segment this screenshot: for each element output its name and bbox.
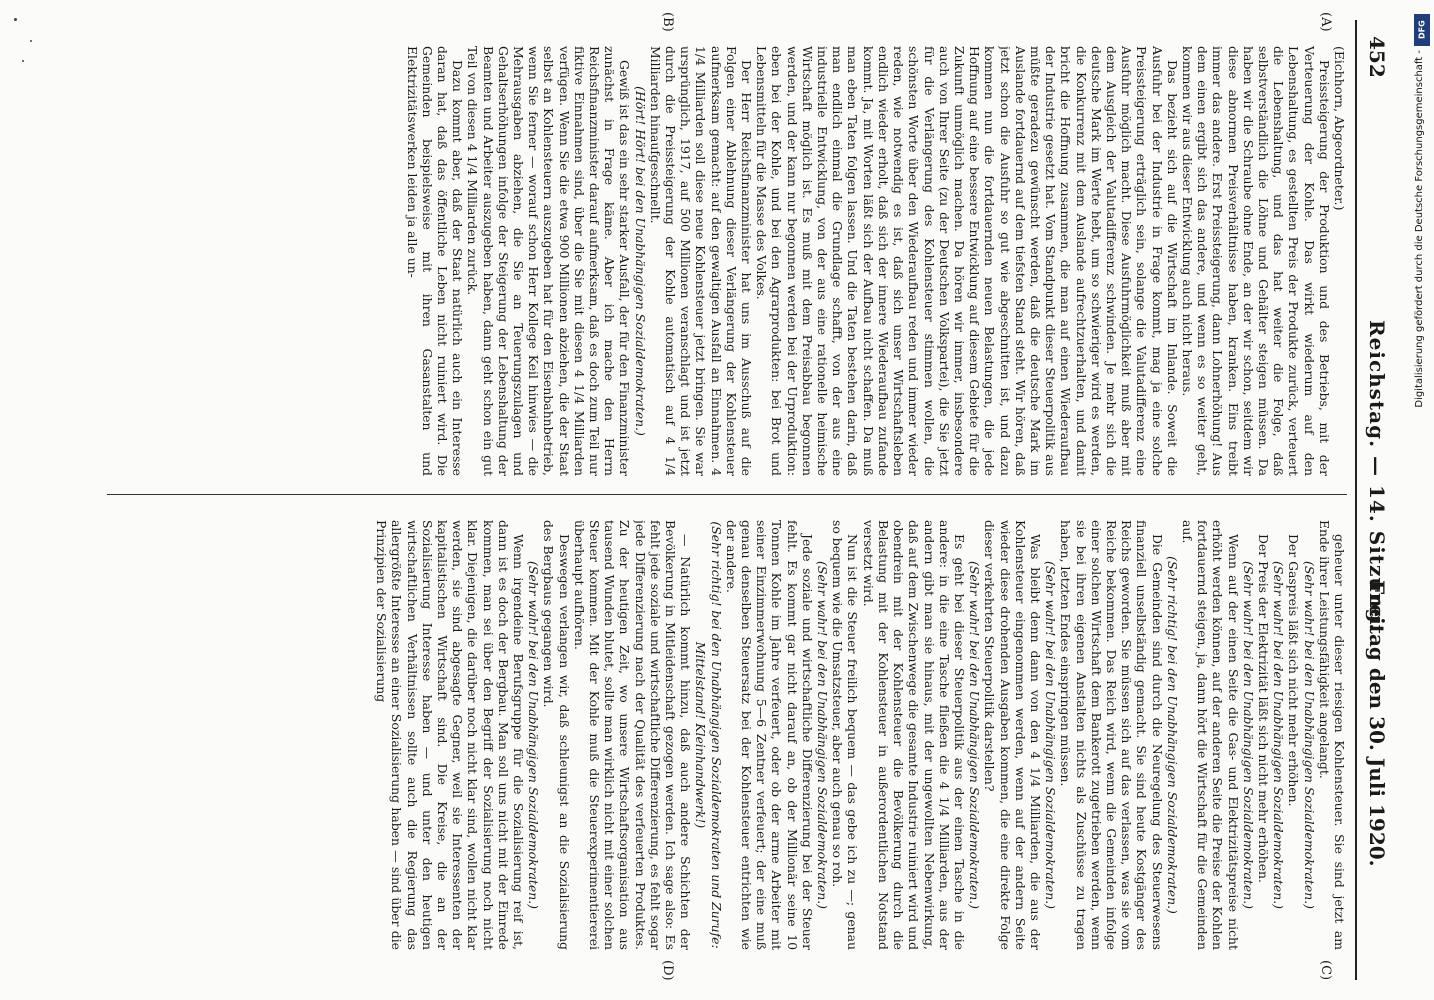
dfg-logo: DFG [1414,14,1430,46]
paragraph: Wenn irgendeine Berufsgruppe für die Sozialisierung reif ist, dann ist es doch der Bergbau. Man soll uns nicht mit der Einrede kommen, man sei über den Begriff der Sozialisierung noch nicht klar. Diejenigen, die darüber noch nicht klar sind, wollen nicht klar werden, sie sind abgesagte Gegner, weil sie Interessenten der kapitalistischen Wirtschaft sind. Die Kreise, die an der Sozialisierung Interesse haben — und unter den heutigen wirtschaftlichen Verhältnissen sollte auch die Regierung das allergrößte Interesse an einer Sozialisierung haben — sind über die Prinzipien der Sozialisierung [374,520,527,950]
header-title-left: Reichstag. — 14. Sitzung. [1365,320,1389,632]
interjection-note: (Sehr wahr! bei den Unabhängigen Sozialdemokraten.) [526,561,542,909]
paragraph: Das bezieht sich auf die Wirtschaft im Inlande. Soweit die Ausfuhr bei der Industrie in Frage kommt, mag ja eine solche Preissteigerung erträglich sein, solange die Valutadifferenz eine Ausfuhr möglich macht. Diese Ausfuhrmöglichkeit muß aber mit dem Ausgleich der Valutadifferenz schwinden. Je mehr sich die deutsche Mark im Werte hebt, um so schwieriger wird es werden, die Konkurrenz mit dem Auslande aufrechtzuerhalten, und damit bricht die Hoffnung zusammen, die man auf einen Wiederaufbau der Industrie gesetzt hat. Vom Standpunkt dieser Steuerpolitik aus müßte geradezu gewünscht werden, daß die deutsche Mark im Auslande fortdauernd auf dem tiefsten Stand steht. Wir hören, daß jetzt schon die Ausfuhr so gut wie abgeschnitten ist, und dazu kommen nun die fortdauernden neuen Belastungen, die jede Hoffnung auf eine bessere Entwicklung auf diesem Gebiete für die Zukunft unmöglich machen. Da hören wir immer, insbesondere auch von Ihrer Seite (zu der Deutschen Volkspartei), die Sie jetzt für die Verlängerung des Kohlensteuer stimmen wollen, die schönsten Worte über den Wiederaufbau reden und immer wieder reden, wie notwendig es ist, daß sich unser Wirtschaftsleben endlich wieder erholt, daß sich der innere Wiederaufbau zufande kommt. Ja, mit Worten läßt sich der Aufbau nicht schaffen. Da muß man eben Taten folgen lassen. Und die Taten bestehen darin, daß man endlich einmal die Grundlage schafft, von der aus eine industrielle Entwicklung, von der aus eine rationelle heimische Wirtschaft möglich ist. Es muß mit dem Preisabbau begonnen werden, und der kann nur begonnen werden bei der Urproduktion: eben bei der Kohle, und bei den Agrarprodukten: bei Brot und Lebensmitteln für die Masse des Volkes. [754,46,1180,476]
paragraph: Wenn auf der einen Seite die Gas- und Elektrizitätspreise nicht erhöht werden können, auf der anderen Seite die Preise der Kohlen fortdauernd steigen, ja, dann hört die Wirtschaft für die Gemeinden auf. [1179,520,1241,950]
paragraph: — Natürlich kommt hinzu, daß auch andere Schichten der Bevölkerung in Mitleidenschaft gezogen werden. Ich sage also: Es fehlt jede soziale und wirtschaftliche Differenzierung, es fehlt sogar jede Differenzierung nach der Qualität des verfeuerten Produktes. Zu der heutigen Zeit, wo unsere Wirtschaftsorganisation aus tausend Wunden blutet, sollte man wirklich nicht mit einer solchen Steuer kommen. Mit der Kohle muß die Steuerexperimentiererei überhaupt aufhören. [571,520,694,950]
paragraph: Deswegen verlangen wir, daß schleunigst an die Sozialisierung des Bergbaus gegangen wird. [541,520,572,950]
interjection-note: (Hört! Hört! bei den Unabhängigen Sozialdemokraten.) [632,86,648,436]
interjection-note: (Sehr wahr! bei den Unabhängigen Sozialdemokraten.) [1043,561,1059,909]
paragraph: Dazu kommt aber, daß der Staat natürlich auch ein Interesse daran hat, daß das öffentliche Leben nicht ruiniert wird. Die Gemeinden beispielsweise mit ihren Gasanstalten und Elektrizitätswerken leiden ja alle un- [404,46,466,476]
paragraph: Die Gemeinden sind durch die Neuregelung des Steuerwesens finanziell unselbständig gemacht. Sie sind heute Kostgänger des Reichs geworden. Sie müssen sich auf das verlassen, was sie vom Reiche bekommen. Das Reich wird, wenn die Gemeinden infolge einer solchen Wirtschaft dem Bankerott zugetrieben werden, wenn sie bei ihren eigenen Anstalten nichts als Zuschüsse zu tragen haben, letzten Endes einspringen müssen. [1058,520,1165,950]
rotated-page [95,12,1395,981]
column-divider [107,494,1347,495]
scan-speck [22,60,24,62]
text-column-right [107,520,1347,950]
margin-mark-c: (C) [1318,960,1333,981]
paragraph: Jede soziale und wirtschaftliche Differenzierung bei der Steuer fehlt. Es kommt gar nicht darauf an, ob der Millionär seine 10 Tonnen Kohle im Jahre verfeuert, oder ob der arme Arbeiter mit seiner Einzimmerwohnung 5—6 Zentner verfeuert; der eine muß genau denselben Steuersatz bei der Kohlensteuer entrichten wie der andere. [723,520,815,950]
paragraph: geheuer unter dieser riesigen Kohlensteuer. Sie sind jetzt am Ende ihrer Leistungsfähigkeit angelangt. [1316,520,1347,950]
interjection-note: (Sehr richtig! bei den Unabhängigen Sozialdemokraten und Zurufe: Mittelstand! Kleinhandwerk!) [693,521,724,949]
paragraph: Es geht bei dieser Steuerpolitik aus der einen Tasche in die andere: in die eine Tasche fließen die 4 1/4 Milliarden, aus der andern gibt man sie hinaus, mit der ungewollten Nebenwirkung, daß auf dem Zwischenwege die gesamte Industrie ruiniert wird und obendrein mit der Kohlensteuer die Bevölkerung durch die Belastung mit der Kohlensteuer in außerordentlichen Notstand versetzt wird. [860,520,967,950]
interjection-note: (Sehr wahr! bei den Unabhängigen Sozialdemokraten.) [1240,561,1256,909]
margin-mark-b: (B) [660,12,675,32]
paragraph: Nun ist die Steuer freilich bequem — das gebe ich zu —; genau so bequem wie die Umsatzsteuer, aber auch genau so roh. [830,520,861,950]
text-column-left [107,46,1347,476]
speaker-name: (Eichhorn, Abgeordneter.) [1332,46,1347,211]
paragraph: Was bleibt denn dann von den 4 1/4 Milliarden, die aus der Kohlensteuer eingenommen werden, wenn auf der andern Seite wieder diese drohenden Ausgaben kommen, die eine direkte Folge dieser verkehrten Steuerpolitik darstellen? [982,520,1043,950]
margin-mark-a: (A) [1318,12,1333,32]
page-number: 452 [1365,36,1389,78]
paragraph: Preissteigerung der Produktion und des Betriebs, mit der Verteuerung der Kohle. Das wirkt wiederum auf den Lebenshaltung, es gestellten Preis der Produkte zurück, verteuert die Lebenshaltung, und das hat weiter die Folge, daß selbstverständlich die Löhne und Gehälter steigen müssen. Da haben wir die Schraube ohne Ende, an der wir schon, seitdem wir diese abnormen Preisverhältnisse haben, kranken. Eins treibt immer das andere. Erst Preissteigerung, dann Lohnerhöhung! Aus dem einen ergibt sich das andere, und wenn es so weiter geht, kommen wir aus dieser Entwicklung auch nicht heraus. [1179,46,1332,476]
scan-speck [30,40,32,42]
interjection-note: (Sehr richtig! bei den Unabhängigen Sozialdemokraten.) [1164,556,1180,914]
margin-mark-d: (D) [660,960,675,981]
scan-speck [14,18,17,21]
header-title-right: Freitag den 30. Juli 1920. [1365,580,1389,867]
interjection-note: (Sehr wahr! bei den Unabhängigen Sozialdemokraten.) [967,561,983,909]
digitization-stamp [1414,6,1432,996]
paragraph: Der Preis der Elektrizität läßt sich nicht mehr erhöhen. [1255,534,1271,883]
dfg-credit-text: Digitalisierung gefördert durch die Deutsche Forschungsgemeinschaft - [1414,50,1425,408]
paragraph: Der Gaspreis läßt sich nicht mehr erhöhen. [1286,534,1302,807]
header-rule [1355,20,1357,980]
page-header [1355,20,1395,980]
interjection-note: (Sehr wahr! bei den Unabhängigen Sozialdemokraten.) [815,561,831,909]
paragraph: Der Herr Reichsfinanzminister hat uns im Ausschuß auf die Folgen einer Ablehnung dieser Verlängerung der Kohlensteuer aufmerksam gemacht: auf den gewaltigen Ausfall an Einnahmen. 4 1/4 Milliarden soll diese neue Kohlensteuer jetzt bringen. Sie war ursprünglich, 1917, auf 500 Millionen veranschlagt und ist jetzt durch die Preissteigerung der Kohle automatisch auf 4 1/4 Milliarden hinaufgeschnellt. [647,46,755,476]
interjection-note: (Sehr wahr! bei den Unabhängigen Sozialdemokraten.) [1271,561,1287,909]
interjection-note: (Sehr wahr! bei den Unabhängigen Sozialdemokraten.) [1301,561,1317,909]
paragraph: Gewiß ist das ein sehr starker Ausfall, der für den Finanzminister zunächst in Frage käme. Aber ich mache den Herrn Reichsfinanzminister darauf aufmerksam, daß es doch zum Teil nur fiktive Einnahmen sind, über die Sie mit diesen 4 1/4 Milliarden verfügen. Wenn Sie die etwa 900 Millionen abziehen, die der Staat selbst an Kohlensteuern auszugeben hat für den Eisenbahnbetrieb, wenn Sie ferner — worauf schon Herr Kollege Keil hinwies — die Mehrausgaben abziehen, die Sie an Teuerungszulagen und Gehaltserhöhungen infolge der Steigerung der Lebenshaltung der Beamten und Arbeiter auszugeben haben, dann geht schon ein gut Teil von diesen 4 1/4 Milliarden zurück. [465,46,633,476]
